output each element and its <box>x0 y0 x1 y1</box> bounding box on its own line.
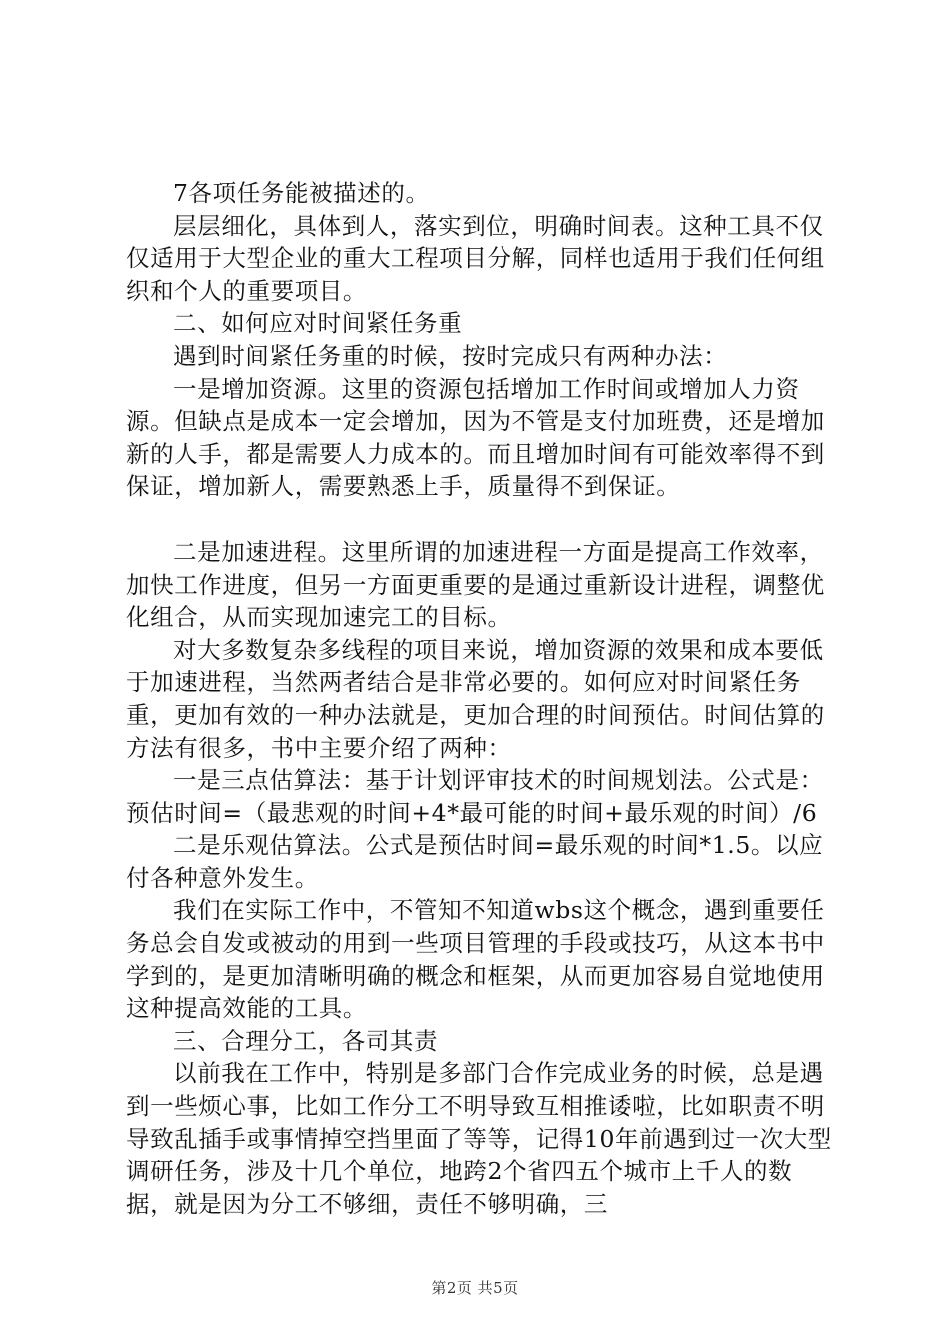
paragraph: 对大多数复杂多线程的项目来说，增加资源的效果和成本要低于加速进程，当然两者结合是非常必要的。如何应对时间紧任务重，更加有效的一种办法就是，更加合理的时间预估。时间估算的方法有很多，书中主要介绍了两种： <box>126 635 825 762</box>
paragraph: 以前我在工作中，特别是多部门合作完成业务的时候，总是遇到一些烦心事，比如工作分工不明导致互相推诿啦，比如职责不明导致乱插手或事情掉空挡里面了等等，记得10年前遇到过一次大型调研任务，涉及十几个单位，地跨2个省四五个城市上千人的数据，就是因为分工不够细，责任不够明确，三 <box>126 1059 832 1218</box>
section-heading: 三、合理分工，各司其责 <box>173 1026 439 1055</box>
document-body <box>126 177 838 1220</box>
paragraph: 二是乐观估算法。公式是预估时间=最乐观的时间*1.5。以应付各种意外发生。 <box>126 831 824 892</box>
paragraph: 一是增加资源。这里的资源包括增加工作时间或增加人力资源。但缺点是成本一定会增加，因为不管是支付加班费，还是增加新的人手，都是需要人力成本的。而且增加时间有可能效率得不到保证，增加新人，需要熟悉上手，质量得不到保证。 <box>126 374 825 501</box>
section-heading: 二、如何应对时间紧任务重 <box>173 309 463 338</box>
page-number: 第2页 共5页 <box>431 1279 519 1297</box>
paragraph: 7各项任务能被描述的。 <box>173 179 430 207</box>
paragraph: 遇到时间紧任务重的时候，按时完成只有两种办法： <box>173 341 728 370</box>
paragraph: 我们在实际工作中，不管知不知道wbs这个概念，遇到重要任务总会自发或被动的用到一些项目管理的手段或技巧，从这本书中学到的，是更加清晰明确的概念和框架，从而更加容易自觉地使用这种提高效能的工具。 <box>126 896 825 1023</box>
paragraph: 二是加速进程。这里所谓的加速进程一方面是提高工作效率，加快工作进度，但另一方面更重要的是通过重新设计进程，调整优化组合，从而实现加速完工的目标。 <box>126 537 825 632</box>
paragraph: 层层细化，具体到人，落实到位，明确时间表。这种工具不仅仅适用于大型企业的重大工程项目分解，同样也适用于我们任何组织和个人的重要项目。 <box>126 211 825 305</box>
paragraph: 一是三点估算法：基于计划评审技术的时间规划法。公式是：预估时间=（最悲观的时间+4*最可能的时间+最乐观的时间）/6 <box>126 766 824 827</box>
